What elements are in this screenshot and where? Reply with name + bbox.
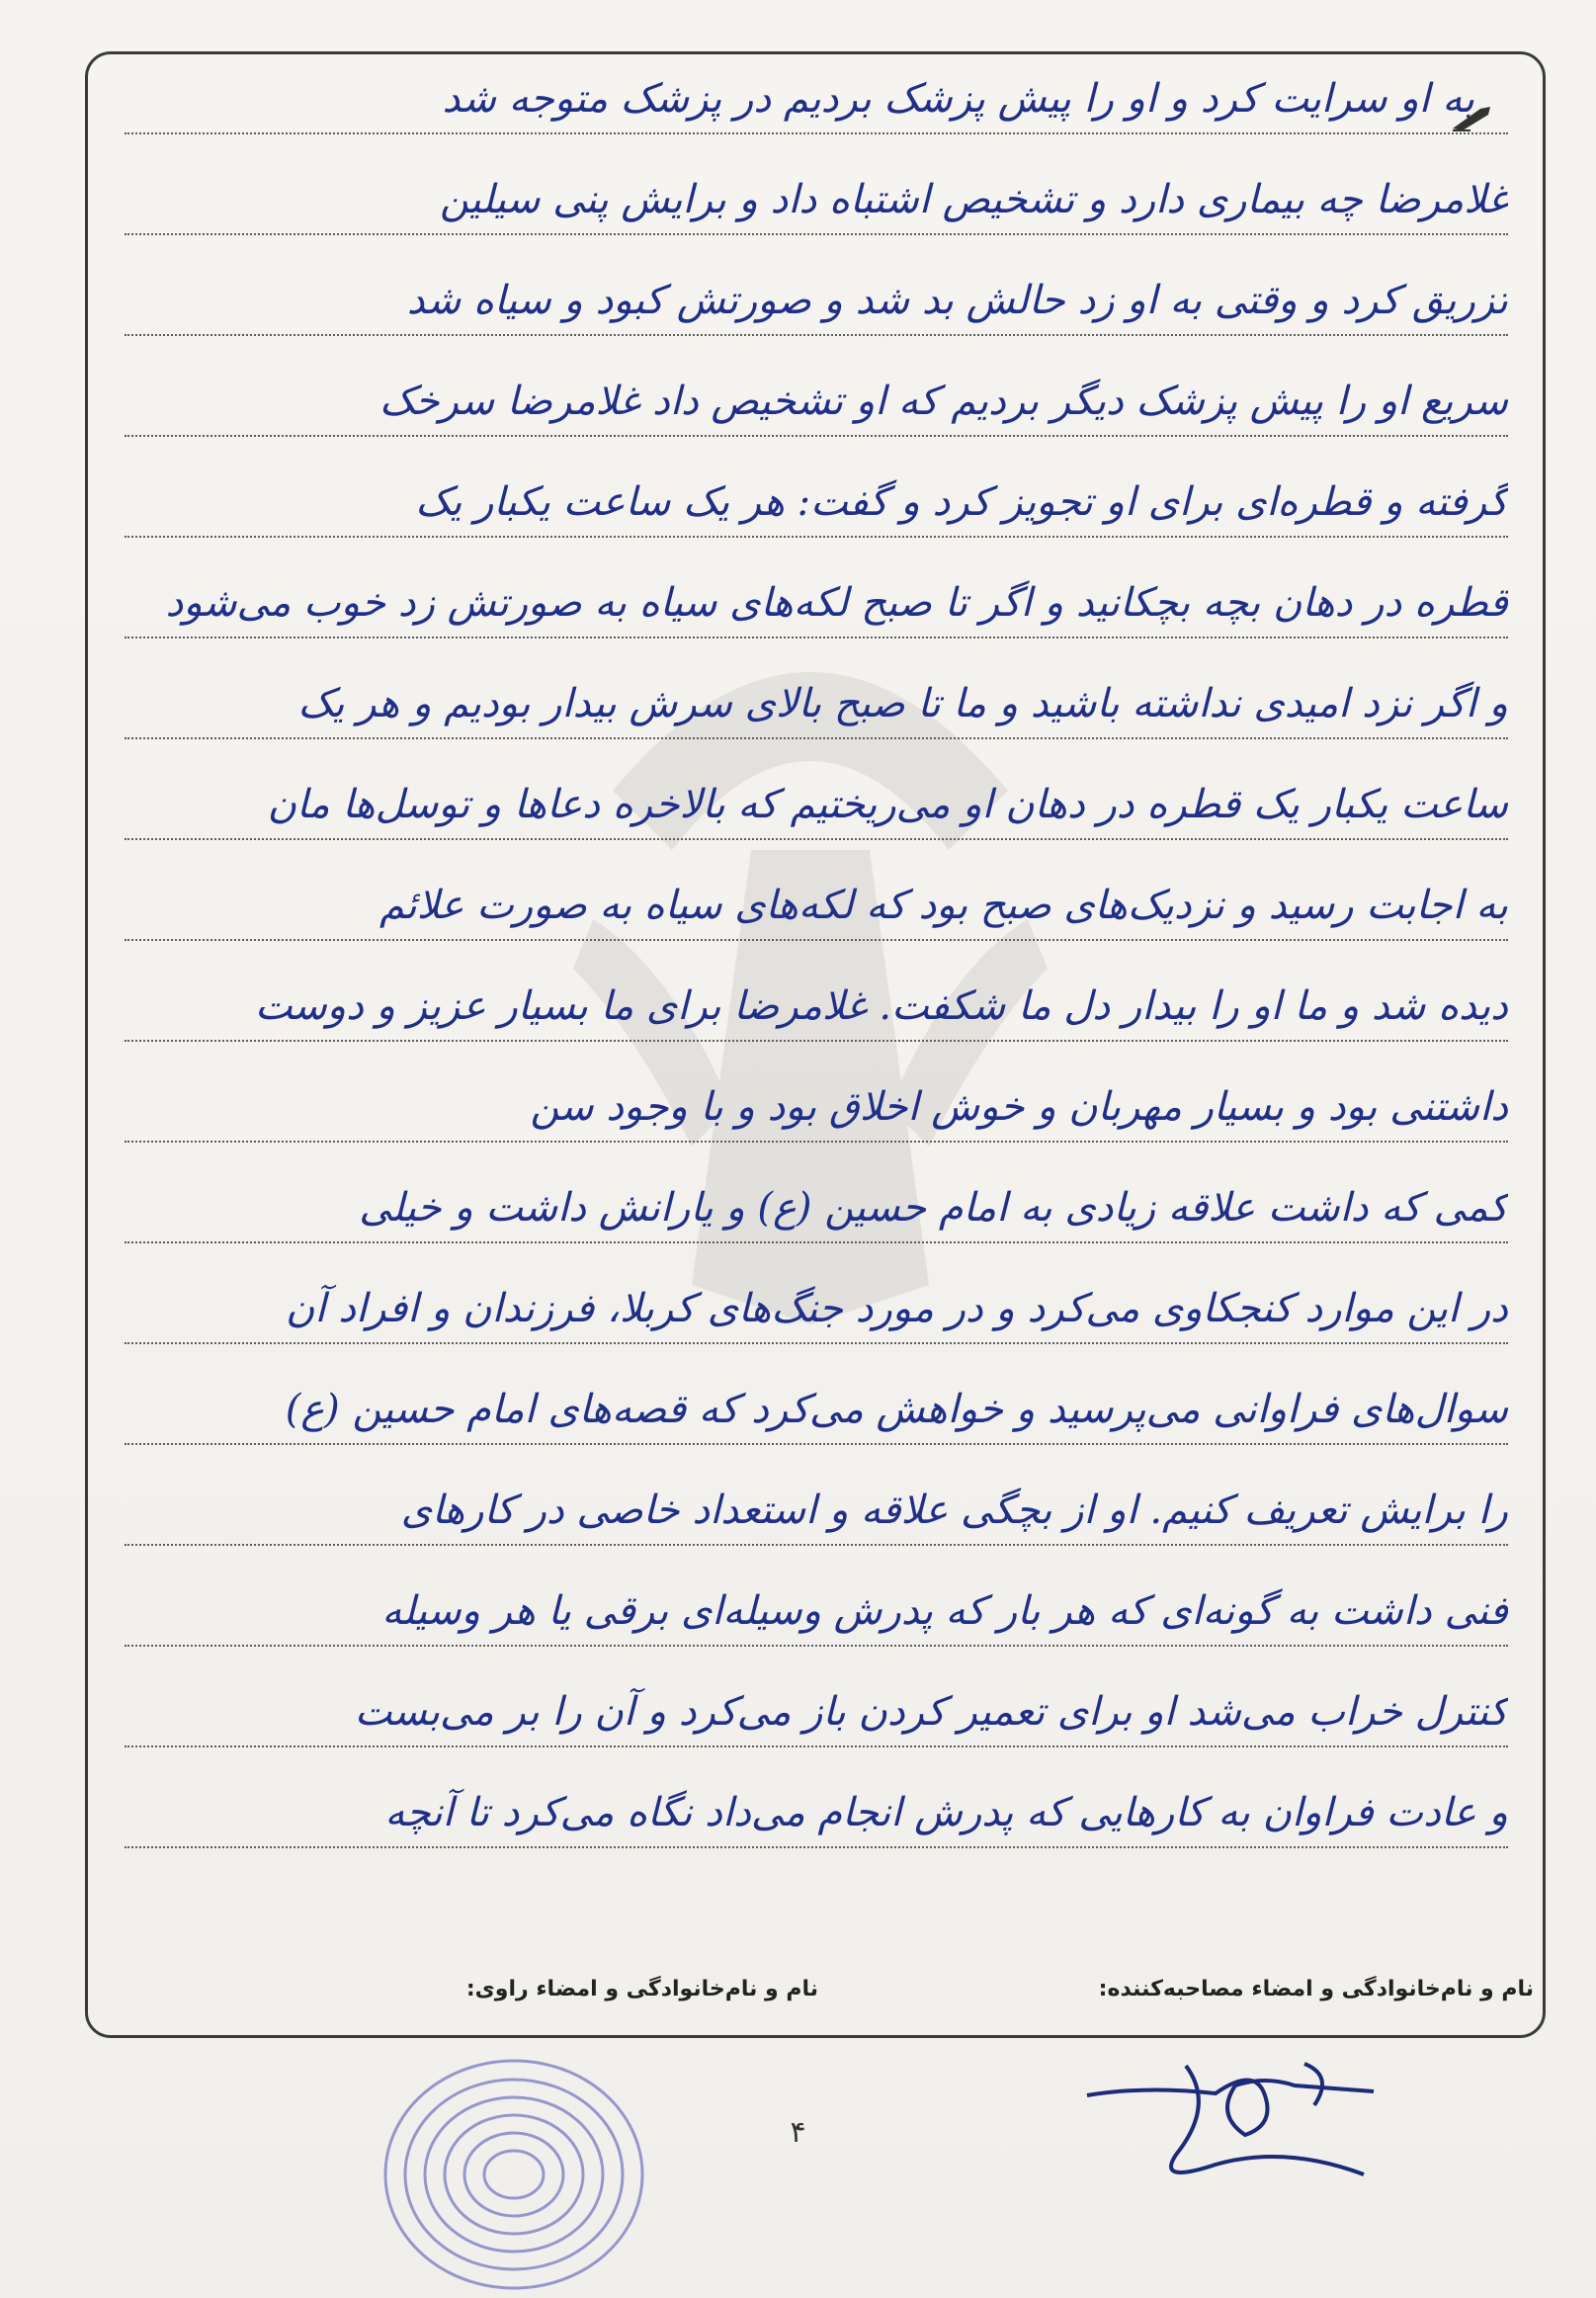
text-line: کمی که داشت علاقه زیادی به امام حسین (ع) و یارانش داشت و خیلی bbox=[95, 1156, 1538, 1255]
text-line: فنی داشت به گونه‌ای که هر بار که پدرش وسیله‌ای برقی یا هر وسیله bbox=[95, 1560, 1538, 1659]
narrator-signature-label: نام و نام‌خانوادگی و امضاء راوی: bbox=[465, 1977, 818, 2001]
text-line: به او سرایت کرد و او را پیش پزشک بردیم در پزشک متوجه شد bbox=[95, 47, 1538, 146]
text-line: قطره در دهان بچه بچکانید و اگر تا صبح لکه‌های سیاه به صورتش زد خوب می‌شود bbox=[95, 552, 1538, 650]
text-line: تزریق کرد و وقتی به او زد حالش بد شد و صورتش کبود و سیاه شد bbox=[95, 249, 1538, 348]
text-line: و عادت فراوان به کارهایی که پدرش انجام می‌داد نگاه می‌کرد تا آنچه bbox=[95, 1761, 1538, 1860]
text-line: غلامرضا چه بیماری دارد و تشخیص اشتباه داد و برایش پنی سیلین bbox=[95, 148, 1538, 247]
text-line: و اگر نزد امیدی نداشته باشید و ما تا صبح بالای سرش بیدار بودیم و هر یک bbox=[95, 652, 1538, 751]
fingerprint-stamp bbox=[356, 2026, 672, 2298]
text-line: در این موارد کنجکاوی می‌کرد و در مورد جنگ‌های کربلا، فرزندان و افراد آن bbox=[95, 1257, 1538, 1356]
text-line: داشتنی بود و بسیار مهربان و خوش اخلاق بود و با وجود سن bbox=[95, 1056, 1538, 1154]
text-line: ساعت یکبار یک قطره در دهان او می‌ریختیم که بالاخره دعاها و توسل‌ها مان bbox=[95, 753, 1538, 852]
text-line: سوال‌های فراوانی می‌پرسید و خواهش می‌کرد که قصه‌های امام حسین (ع) bbox=[95, 1358, 1538, 1457]
text-line: به اجابت رسید و نزدیک‌های صبح بود که لکه‌های سیاه به صورت علائم bbox=[95, 854, 1538, 953]
text-line: دیده شد و ما او را بیدار دل ما شکفت. غلامرضا برای ما بسیار عزیز و دوست bbox=[95, 955, 1538, 1054]
page-number: ۴ bbox=[790, 2115, 806, 2150]
interviewer-signature-label: نام و نام‌خانوادگی و امضاء مصاحبه‌کننده: bbox=[1098, 1977, 1534, 2001]
handwritten-lines bbox=[95, 0, 1538, 1977]
text-line: گرفته و قطره‌ای برای او تجویز کرد و گفت: هر یک ساعت یکبار یک bbox=[95, 451, 1538, 550]
text-line: را برایش تعریف کنیم. او از بچگی علاقه و استعداد خاصی در کارهای bbox=[95, 1459, 1538, 1558]
text-line: سریع او را پیش پزشک دیگر بردیم که او تشخیص داد غلامرضا سرخک bbox=[95, 350, 1538, 449]
text-line: کنترل خراب می‌شد او برای تعمیر کردن باز می‌کرد و آن را بر می‌بست bbox=[95, 1660, 1538, 1759]
